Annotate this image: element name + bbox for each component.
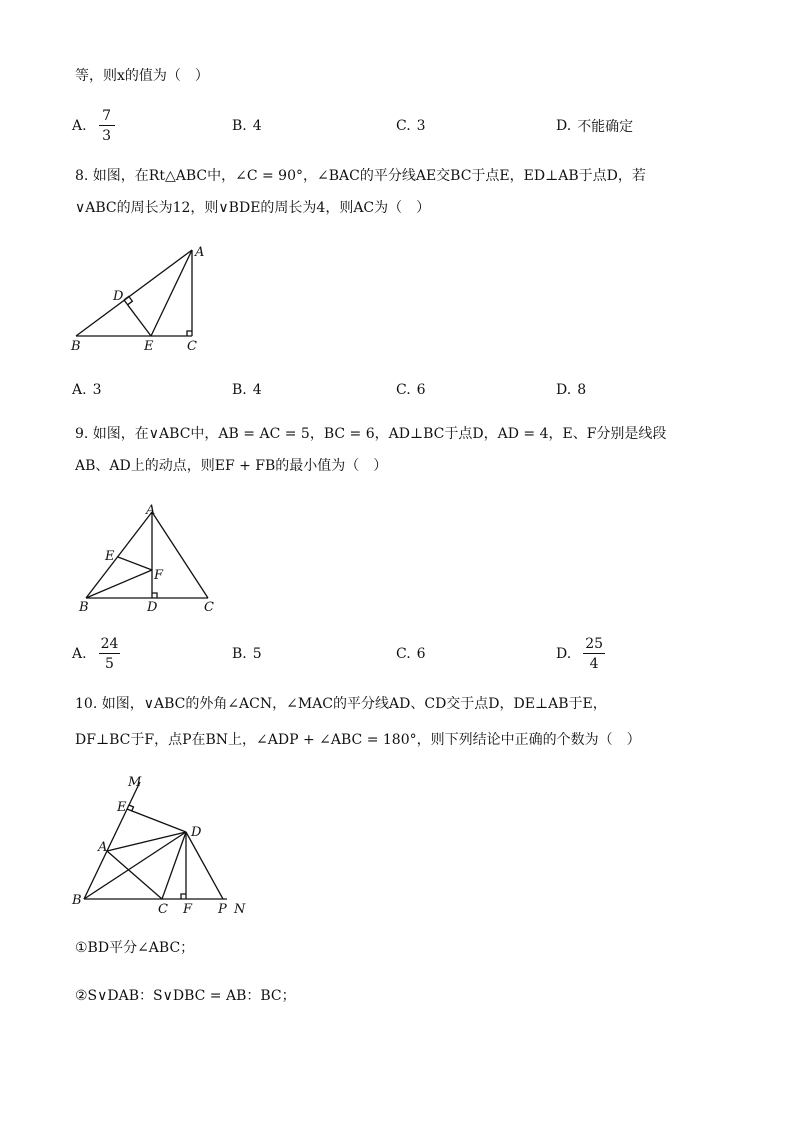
segment-ab: [76, 250, 192, 336]
option-text: 3: [416, 118, 426, 134]
option-letter: A.: [72, 382, 87, 398]
option-text: 6: [416, 646, 426, 662]
option-letter: C.: [396, 382, 411, 398]
option-text: 8: [577, 382, 587, 398]
right-angle-mark-f: [181, 894, 186, 899]
q9-stem-line-1: 9. 如图，在∨ABC中，AB = AC = 5，BC = 6，AD⊥BC于点D，AD = 4，E、F分别是线段: [75, 426, 667, 442]
label-a: A: [98, 840, 108, 855]
q8-stem-line-1: 8. 如图，在Rt△ABC中，∠C = 90°，∠BAC的平分线AE交BC于点E，ED⊥AB于点D，若: [75, 168, 646, 184]
q10-stem-line-1: 10. 如图，∨ABC的外角∠ACN，∠MAC的平分线AD、CD交于点D，DE⊥AB于E，: [75, 696, 607, 712]
option-letter: B.: [232, 382, 247, 398]
label-e: E: [144, 339, 154, 354]
label-f: F: [183, 902, 193, 917]
option-letter: B.: [232, 646, 247, 662]
label-a: A: [195, 245, 205, 260]
q8-option-a[interactable]: [72, 368, 101, 412]
fraction: [99, 636, 121, 672]
q8-options: [0, 368, 794, 412]
right-angle-mark-d: [152, 593, 157, 598]
q9-option-d[interactable]: [556, 632, 605, 676]
option-letter: B.: [232, 118, 247, 134]
fraction-denominator: 4: [589, 656, 599, 672]
option-letter: A.: [72, 118, 87, 134]
fraction: [99, 108, 115, 144]
segment-fb: [86, 570, 152, 598]
label-n: N: [234, 902, 246, 917]
label-c: C: [204, 600, 214, 615]
segment-de: [127, 809, 186, 832]
label-d: D: [113, 289, 124, 304]
segment-ac: [107, 851, 162, 899]
label-b: B: [71, 339, 81, 354]
option-text: 5: [252, 646, 262, 662]
q7-options: [0, 104, 794, 148]
q8-figure: [60, 236, 260, 360]
q8-option-b[interactable]: [232, 368, 262, 412]
segment-ac: [152, 512, 208, 598]
option-text: 4: [252, 382, 262, 398]
fraction: [583, 636, 605, 672]
label-a: A: [146, 503, 156, 518]
label-d: D: [191, 825, 202, 840]
label-d: D: [147, 600, 158, 615]
q9-stem-line-2: AB、AD上的动点，则EF + FB的最小值为（ ）: [75, 458, 388, 474]
segment-ef: [118, 557, 152, 570]
right-angle-mark-c: [187, 331, 192, 336]
segment-ed: [124, 300, 151, 336]
option-text: 不能确定: [577, 119, 634, 135]
option-letter: C.: [396, 118, 411, 134]
q10-statement-1: ①BD平分∠ABC；: [75, 940, 195, 956]
option-letter: D.: [556, 646, 572, 662]
fraction-numerator: 25: [585, 636, 604, 652]
fraction-numerator: 7: [102, 108, 112, 124]
option-letter: A.: [72, 646, 87, 662]
option-text: 4: [252, 118, 262, 134]
q9-option-a[interactable]: [72, 632, 120, 676]
q7-option-c[interactable]: [396, 104, 426, 148]
q7-option-a[interactable]: [72, 104, 115, 148]
option-text: 6: [416, 382, 426, 398]
label-b: B: [79, 600, 89, 615]
label-e: E: [117, 800, 127, 815]
fraction-denominator: 5: [105, 656, 114, 672]
q10-figure: [64, 770, 264, 920]
label-m: M: [128, 775, 142, 790]
q8-option-c[interactable]: [396, 368, 426, 412]
q7-tail-text: 等，则x的值为（ ）: [75, 68, 209, 84]
q9-option-b[interactable]: [232, 632, 262, 676]
q9-options: [0, 632, 794, 676]
option-letter: C.: [396, 646, 411, 662]
q7-option-b[interactable]: [232, 104, 262, 148]
option-letter: D.: [556, 118, 572, 134]
segment-ad: [107, 832, 186, 851]
q8-stem-line-2: ∨ABC的周长为12，则∨BDE的周长为4，则AC为（ ）: [75, 200, 431, 216]
q10-statement-2: ②S∨DAB：S∨DBC = AB：BC；: [75, 988, 296, 1004]
label-f: F: [154, 568, 164, 583]
label-e: E: [105, 549, 115, 564]
segment-ab: [86, 512, 152, 598]
q10-stem-line-2: DF⊥BC于F，点P在BN上，∠ADP + ∠ABC = 180°，则下列结论中正确的个数为（ ）: [75, 732, 641, 748]
label-p: P: [218, 902, 227, 917]
fraction-numerator: 24: [100, 636, 119, 652]
label-c: C: [158, 902, 168, 917]
segment-cd: [162, 832, 186, 899]
q8-option-d[interactable]: [556, 368, 586, 412]
q7-option-d[interactable]: [556, 104, 633, 148]
q9-option-c[interactable]: [396, 632, 426, 676]
label-b: B: [72, 893, 82, 908]
q9-figure: [66, 500, 236, 618]
option-text: 3: [92, 382, 102, 398]
segment-ae: [151, 250, 192, 336]
option-letter: D.: [556, 382, 572, 398]
label-c: C: [187, 339, 197, 354]
segment-dp: [186, 832, 223, 899]
ray-bm: [84, 782, 140, 899]
fraction-denominator: 3: [102, 128, 112, 144]
